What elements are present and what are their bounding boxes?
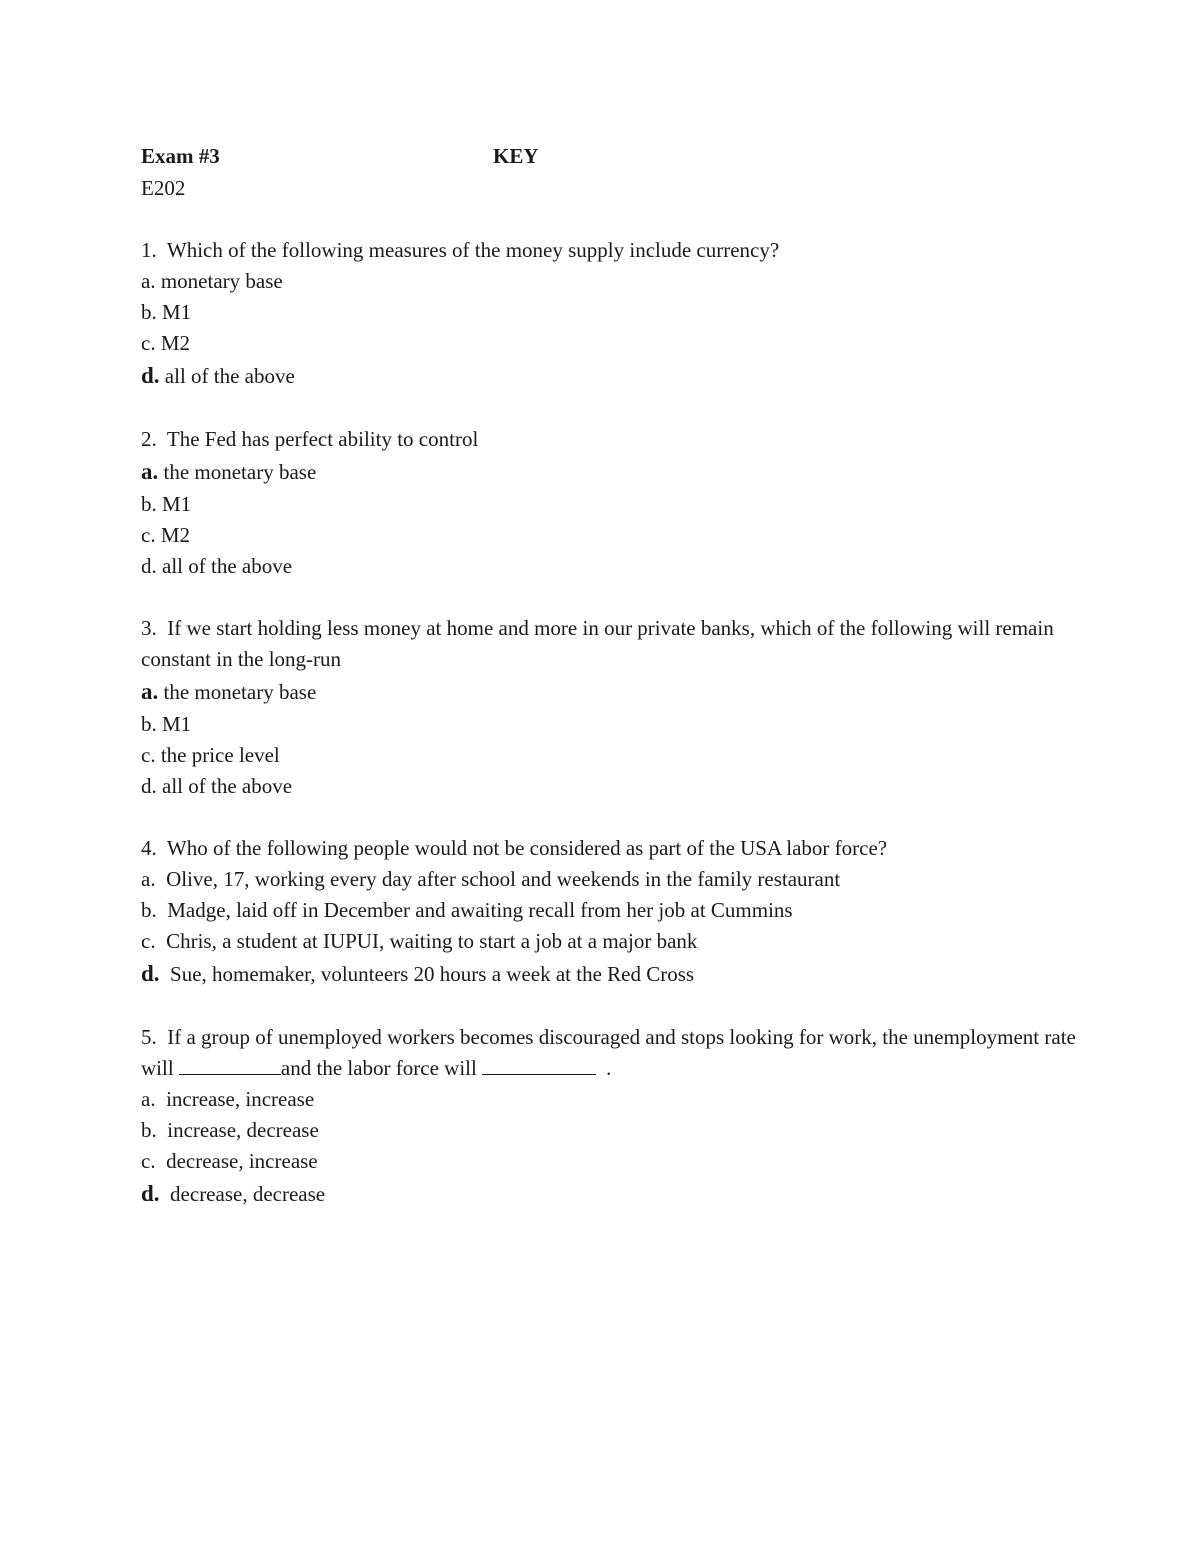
option-letter: b. xyxy=(141,1118,157,1142)
option-gap xyxy=(160,1182,171,1206)
option-text: Madge, laid off in December and awaiting recall from her job at Cummins xyxy=(167,898,793,922)
question-number: 3. xyxy=(141,616,157,640)
option-text: the monetary base xyxy=(163,460,317,484)
question-number: 1. xyxy=(141,238,157,262)
exam-header xyxy=(141,140,1081,173)
option-a xyxy=(141,1084,1081,1115)
question-body: Who of the following people would not be considered as part of the USA labor force? xyxy=(166,836,888,860)
exam-title: Exam #3 xyxy=(141,144,220,168)
option-text: M1 xyxy=(162,492,192,516)
option-letter: c. xyxy=(141,743,156,767)
question-text xyxy=(141,1022,1081,1084)
option-text: all of the above xyxy=(162,774,293,798)
option-letter: c. xyxy=(141,929,156,953)
option-text: decrease, increase xyxy=(166,1149,318,1173)
exam-page xyxy=(141,140,1081,1211)
option-d xyxy=(141,1177,1081,1211)
option-c xyxy=(141,1146,1081,1177)
option-text: the price level xyxy=(160,743,280,767)
option-d xyxy=(141,551,1081,582)
question-number: 2. xyxy=(141,427,157,451)
option-letter: a. xyxy=(141,679,159,704)
option-text: decrease, decrease xyxy=(170,1182,326,1206)
option-letter: b. xyxy=(141,492,157,516)
option-text: all of the above xyxy=(164,364,295,388)
option-text: M1 xyxy=(162,712,192,736)
course-code: E202 xyxy=(141,176,186,200)
option-text: Olive, 17, working every day after school and weekends in the family restaurant xyxy=(166,867,841,891)
option-text: Chris, a student at IUPUI, waiting to start a job at a major bank xyxy=(166,929,698,953)
option-b xyxy=(141,1115,1081,1146)
answer-blank xyxy=(482,1054,596,1075)
option-letter: d. xyxy=(141,363,160,388)
option-d xyxy=(141,359,1081,393)
option-c xyxy=(141,520,1081,551)
option-text: M2 xyxy=(160,523,191,547)
question-text xyxy=(141,424,1081,455)
option-letter: b. xyxy=(141,898,157,922)
option-b xyxy=(141,709,1081,740)
option-text: increase, decrease xyxy=(167,1118,319,1142)
question-body: If we start holding less money at home and more in our private banks, which of the following will remain constant in the long-run xyxy=(141,616,1059,671)
option-c xyxy=(141,740,1081,771)
question-body: The Fed has perfect ability to control xyxy=(166,427,479,451)
question-body-part1: If a group of unemployed workers becomes discouraged and stops looking for work, the unemployment rate will xyxy=(141,1025,1082,1080)
question-text xyxy=(141,613,1081,675)
option-letter: a. xyxy=(141,867,156,891)
question-5 xyxy=(141,1022,1081,1211)
option-a xyxy=(141,675,1081,709)
option-letter: d. xyxy=(141,554,157,578)
option-letter: c. xyxy=(141,1149,156,1173)
question-body: Which of the following measures of the money supply include currency? xyxy=(166,238,780,262)
option-letter: c. xyxy=(141,523,156,547)
option-a xyxy=(141,864,1081,895)
option-c xyxy=(141,926,1081,957)
option-gap xyxy=(157,898,168,922)
question-body-part3: . xyxy=(606,1056,612,1080)
option-letter: c. xyxy=(141,331,156,355)
option-text: monetary base xyxy=(160,269,283,293)
option-gap xyxy=(156,929,167,953)
option-text: increase, increase xyxy=(166,1087,315,1111)
option-text: all of the above xyxy=(162,554,293,578)
option-c xyxy=(141,328,1081,359)
option-a xyxy=(141,266,1081,297)
question-3 xyxy=(141,613,1081,802)
option-b xyxy=(141,297,1081,328)
option-letter: b. xyxy=(141,712,157,736)
question-1 xyxy=(141,235,1081,393)
option-letter: d. xyxy=(141,961,160,986)
question-body-part2: and the labor force will xyxy=(280,1056,483,1080)
question-4 xyxy=(141,833,1081,991)
option-gap xyxy=(156,867,167,891)
option-text: Sue, homemaker, volunteers 20 hours a week at the Red Cross xyxy=(170,962,695,986)
option-gap xyxy=(160,962,171,986)
option-letter: d. xyxy=(141,774,157,798)
option-b xyxy=(141,895,1081,926)
option-d xyxy=(141,771,1081,802)
question-number: 5. xyxy=(141,1025,157,1049)
option-text: M2 xyxy=(160,331,191,355)
question-2 xyxy=(141,424,1081,582)
option-letter: a. xyxy=(141,459,159,484)
answer-blank xyxy=(179,1054,281,1075)
option-letter: a. xyxy=(141,1087,156,1111)
question-text xyxy=(141,235,1081,266)
option-gap xyxy=(157,1118,168,1142)
option-gap xyxy=(156,1087,167,1111)
question-number: 4. xyxy=(141,836,157,860)
option-d xyxy=(141,957,1081,991)
option-b xyxy=(141,489,1081,520)
option-letter: a. xyxy=(141,269,156,293)
option-gap xyxy=(156,1149,167,1173)
option-text: M1 xyxy=(162,300,192,324)
key-label: KEY xyxy=(493,144,539,168)
option-text: the monetary base xyxy=(163,680,317,704)
option-letter: d. xyxy=(141,1181,160,1206)
option-letter: b. xyxy=(141,300,157,324)
question-text xyxy=(141,833,1081,864)
option-a xyxy=(141,455,1081,489)
